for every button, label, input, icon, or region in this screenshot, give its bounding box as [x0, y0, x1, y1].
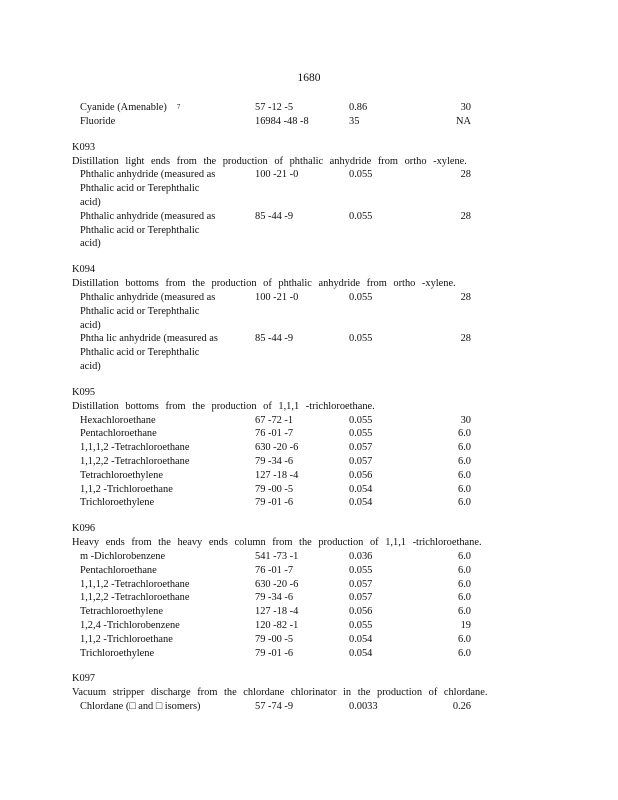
wastewater-concentration: 0.054 [349, 497, 373, 509]
waste-description: Vacuum stripper discharge from the chlordane chlorinator in the production of chlordane. [72, 687, 488, 699]
cas-number: 76 -01 -7 [255, 428, 294, 440]
table-row [0, 578, 618, 592]
cas-number: 85 -44 -9 [255, 333, 294, 345]
cas-number: 127 -18 -4 [255, 606, 299, 618]
cas-number: 79 -01 -6 [255, 647, 294, 659]
wastewater-concentration: 0.054 [349, 647, 373, 659]
cas-number: 79 -34 -6 [255, 455, 294, 467]
table-row [0, 496, 618, 510]
constituent-name: acid) [80, 238, 101, 250]
cas-number: 76 -01 -7 [255, 564, 294, 576]
constituent-name: Pentachloroethane [80, 564, 157, 576]
cas-number: 79 -00 -5 [255, 633, 294, 645]
constituent-name: Phthalic acid or Terephthalic [80, 224, 200, 236]
table-row [0, 591, 618, 605]
wastewater-concentration: 0.055 [349, 291, 373, 303]
cas-number: 16984 -48 -8 [255, 115, 309, 127]
nonwastewater-concentration: NA [455, 115, 471, 127]
wastewater-concentration: 0.057 [349, 442, 373, 454]
constituent-name: m -Dichlorobenzene [80, 550, 166, 562]
waste-code-table [0, 101, 618, 714]
constituent-name: Fluoride [80, 115, 116, 127]
table-row [0, 469, 618, 483]
constituent-name: Pentachloroethane [80, 428, 157, 440]
nonwastewater-concentration: 30 [460, 102, 471, 113]
constituent-name: 1,1,2 -Trichloroethane [80, 483, 173, 495]
nonwastewater-concentration: 6.0 [458, 647, 471, 659]
table-row [0, 633, 618, 647]
constituent-name: Phtha lic anhydride (measured as [80, 333, 218, 345]
nonwastewater-concentration: 28 [460, 210, 471, 222]
constituent-name: Tetrachloroethylene [80, 606, 163, 618]
table-row [0, 414, 618, 428]
cas-number: 85 -44 -9 [255, 210, 294, 222]
constituent-name: Phthalic anhydride (measured as [80, 210, 216, 222]
wastewater-concentration: 0.055 [349, 210, 373, 222]
waste-code: K094 [72, 264, 96, 276]
wastewater-concentration: 0.055 [349, 333, 373, 345]
table-row [0, 101, 618, 115]
wastewater-concentration: 0.057 [349, 455, 373, 467]
wastewater-concentration: 35 [349, 115, 360, 127]
nonwastewater-concentration: 6.0 [458, 564, 471, 576]
nonwastewater-concentration: 30 [460, 414, 471, 426]
wastewater-concentration: 0.0033 [349, 701, 378, 713]
constituent-name: 1,1,1,2 -Tetrachloroethane [80, 578, 190, 590]
wastewater-concentration: 0.054 [349, 633, 373, 645]
page-number: 1680 [297, 72, 321, 84]
nonwastewater-concentration: 6.0 [458, 550, 471, 562]
nonwastewater-concentration: 6.0 [458, 497, 471, 509]
nonwastewater-concentration: 0.26 [452, 701, 471, 713]
constituent-name: acid) [80, 360, 101, 372]
nonwastewater-concentration: 28 [460, 333, 471, 345]
constituent-name: Phthalic anhydride (measured as [80, 291, 216, 303]
waste-description: Distillation bottoms from the production of phthalic anhydride from ortho -xylene. [72, 278, 456, 290]
nonwastewater-concentration: 6.0 [458, 592, 471, 604]
table-row [0, 647, 618, 661]
nonwastewater-concentration: 19 [460, 619, 471, 631]
table-row [0, 700, 618, 714]
table-row [0, 305, 618, 319]
table-row [0, 619, 618, 633]
wastewater-concentration: 0.055 [349, 564, 373, 576]
constituent-name: acid) [80, 319, 101, 331]
constituent-name: Cyanide (Amenable) $^7$ [80, 102, 181, 113]
nonwastewater-concentration: 6.0 [458, 428, 471, 440]
nonwastewater-concentration: 6.0 [458, 469, 471, 481]
wastewater-concentration: 0.036 [349, 550, 373, 562]
constituent-name: Trichloroethylene [80, 647, 155, 659]
cas-number: 57 -12 -5 [255, 102, 294, 113]
waste-code: K095 [72, 386, 96, 398]
constituent-name: Tetrachloroethylene [80, 469, 163, 481]
table-row [0, 564, 618, 578]
table-row [0, 605, 618, 619]
table-row [0, 224, 618, 238]
table-row [0, 210, 618, 224]
nonwastewater-concentration: 28 [460, 291, 471, 303]
waste-description: Distillation light ends from the production of phthalic anhydride from ortho -xylene. [72, 155, 467, 167]
table-row [0, 182, 618, 196]
table-row [0, 427, 618, 441]
wastewater-concentration: 0.86 [349, 102, 368, 113]
cas-number: 100 -21 -0 [255, 169, 299, 181]
constituent-name: 1,1,2,2 -Tetrachloroethane [80, 455, 190, 467]
cas-number: 100 -21 -0 [255, 291, 299, 303]
constituent-name: 1,1,1,2 -Tetrachloroethane [80, 442, 190, 454]
table-row [0, 196, 618, 210]
wastewater-concentration: 0.055 [349, 169, 373, 181]
table-row [0, 115, 618, 129]
cas-number: 120 -82 -1 [255, 619, 299, 631]
constituent-name: Phthalic acid or Terephthalic [80, 305, 200, 317]
cas-number: 79 -01 -6 [255, 497, 294, 509]
constituent-name: 1,1,2,2 -Tetrachloroethane [80, 592, 190, 604]
cas-number: 67 -72 -1 [255, 414, 294, 426]
nonwastewater-concentration: 6.0 [458, 606, 471, 618]
wastewater-concentration: 0.056 [349, 606, 373, 618]
constituent-name: 1,2,4 -Trichlorobenzene [80, 619, 180, 631]
constituent-name: Phthalic acid or Terephthalic [80, 347, 200, 359]
nonwastewater-concentration: 6.0 [458, 442, 471, 454]
cas-number: 630 -20 -6 [255, 578, 299, 590]
cas-number: 57 -74 -9 [255, 701, 294, 713]
waste-code: K093 [72, 141, 96, 153]
wastewater-concentration: 0.054 [349, 483, 373, 495]
cas-number: 79 -00 -5 [255, 483, 294, 495]
constituent-name: Hexachloroethane [80, 414, 156, 426]
nonwastewater-concentration: 6.0 [458, 578, 471, 590]
waste-description: Distillation bottoms from the production of 1,1,1 -trichloroethane. [72, 400, 375, 412]
cas-number: 79 -34 -6 [255, 592, 294, 604]
wastewater-concentration: 0.056 [349, 469, 373, 481]
wastewater-concentration: 0.057 [349, 578, 373, 590]
constituent-name: Phthalic anhydride (measured as [80, 169, 216, 181]
waste-description: Heavy ends from the heavy ends column from the production of 1,1,1 -trichloroethane. [72, 537, 482, 549]
table-row [0, 332, 618, 346]
nonwastewater-concentration: 6.0 [458, 455, 471, 467]
table-row [0, 291, 618, 305]
constituent-name: Chlordane (□ and □ isomers) [80, 701, 201, 713]
wastewater-concentration: 0.055 [349, 619, 373, 631]
cas-number: 630 -20 -6 [255, 442, 299, 454]
constituent-name: 1,1,2 -Trichloroethane [80, 633, 173, 645]
cas-number: 541 -73 -1 [255, 550, 299, 562]
wastewater-concentration: 0.055 [349, 414, 373, 426]
wastewater-concentration: 0.057 [349, 592, 373, 604]
nonwastewater-concentration: 28 [460, 169, 471, 181]
table-row [0, 483, 618, 497]
wastewater-concentration: 0.055 [349, 428, 373, 440]
nonwastewater-concentration: 6.0 [458, 483, 471, 495]
nonwastewater-concentration: 6.0 [458, 633, 471, 645]
constituent-name: acid) [80, 196, 101, 208]
footnote-marker: 7 [176, 103, 181, 111]
table-row [0, 550, 618, 564]
table-row [0, 319, 618, 333]
table-row [0, 360, 618, 374]
table-row [0, 168, 618, 182]
waste-code: K097 [72, 673, 96, 685]
constituent-name: Phthalic acid or Terephthalic [80, 183, 200, 195]
table-row [0, 455, 618, 469]
cas-number: 127 -18 -4 [255, 469, 299, 481]
table-row [0, 237, 618, 251]
waste-code: K096 [72, 523, 96, 535]
table-row [0, 346, 618, 360]
table-row [0, 441, 618, 455]
constituent-name: Trichloroethylene [80, 497, 155, 509]
